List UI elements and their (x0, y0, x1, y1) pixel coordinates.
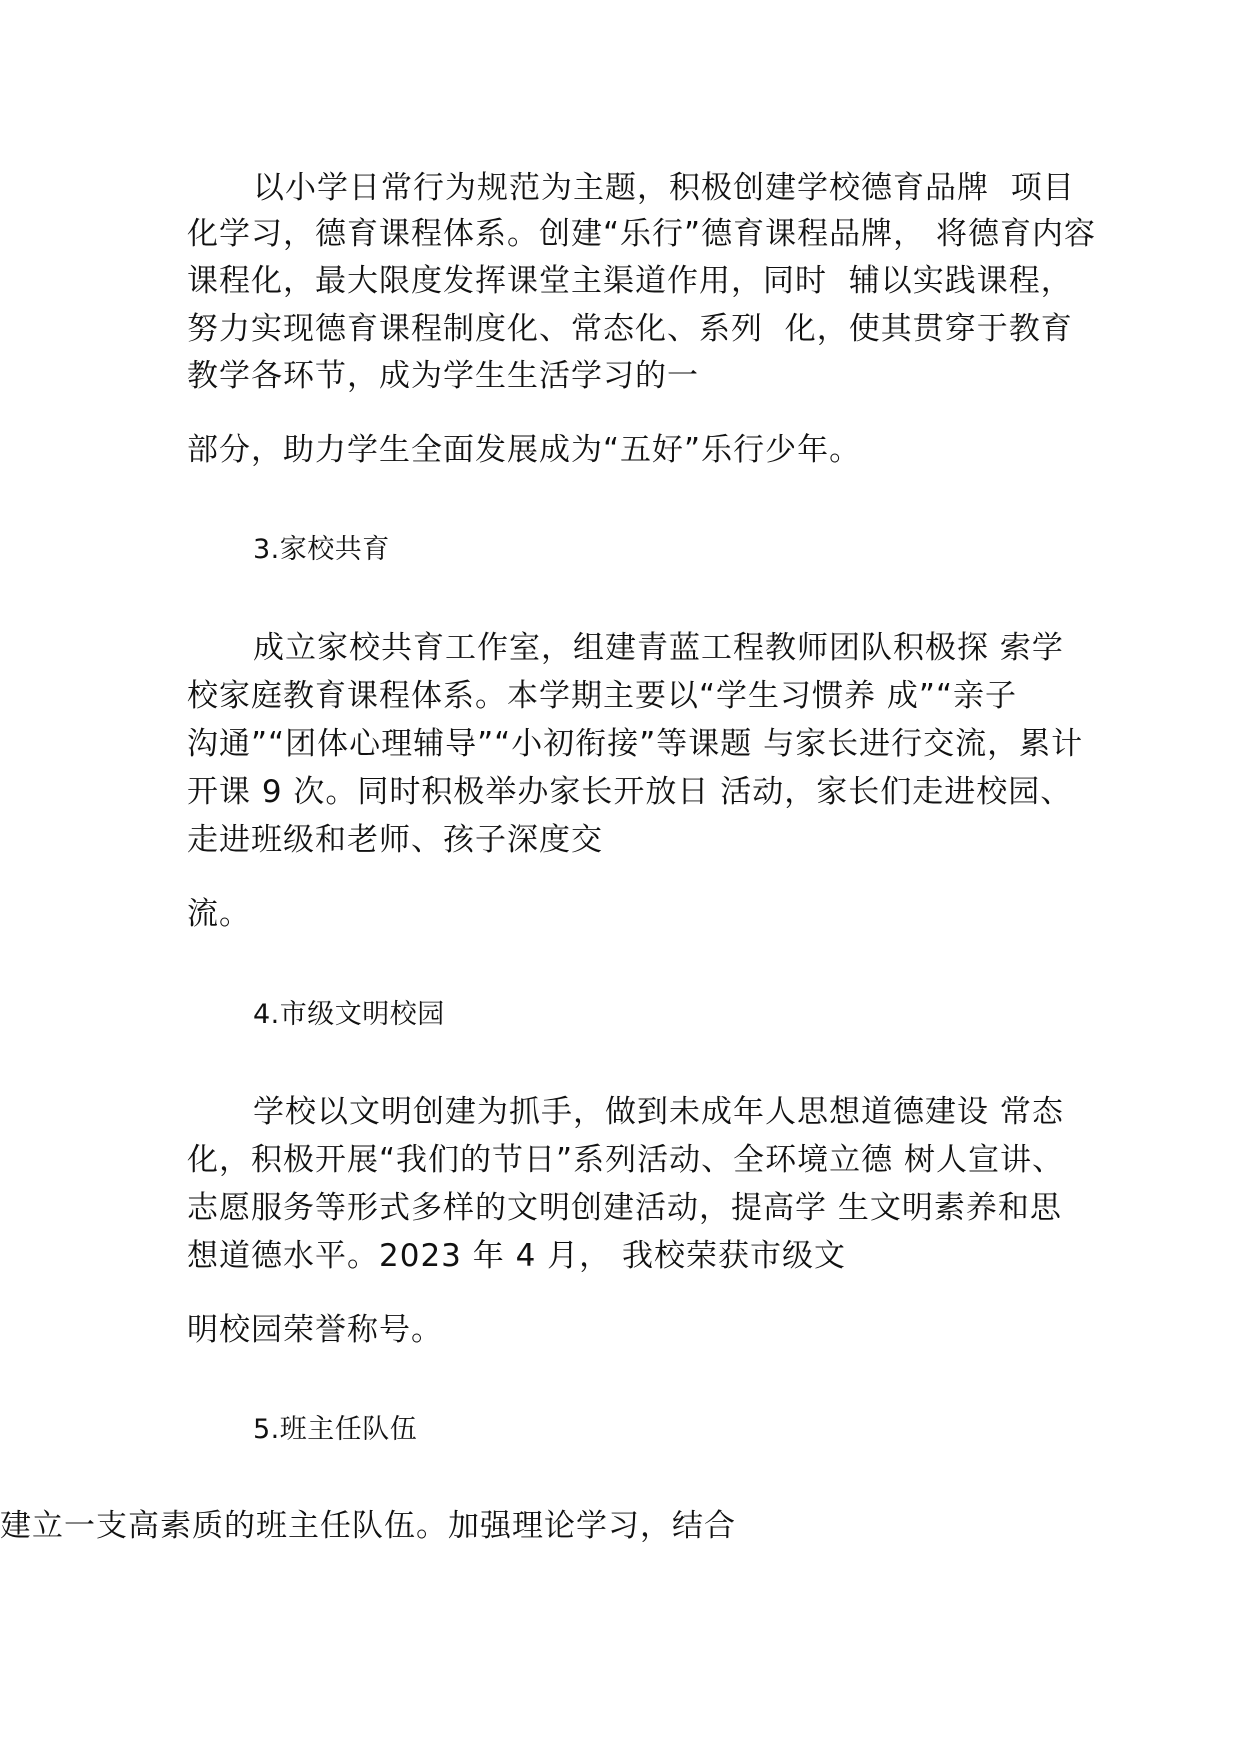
section-heading: 4.市级文明校园 (253, 999, 445, 1030)
section-heading: 3.家校共育 (253, 534, 390, 565)
paragraph-line: 校家庭教育课程体系。本学期主要以“学生习惯养 成”“亲子 (187, 678, 1018, 714)
paragraph-line: 学校以文明创建为抓手，做到未成年人思想道德建设 常态 (253, 1094, 1064, 1130)
paragraph-line: 部分，助力学生全面发展成为“五好”乐行少年。 (187, 432, 862, 468)
paragraph-line: 开课 9 次。同时积极举办家长开放日 活动，家长们走进校园、 (187, 774, 1073, 810)
paragraph-line: 明校园荣誉称号。 (187, 1312, 443, 1348)
section-heading: 5.班主任队伍 (253, 1414, 418, 1445)
paragraph-line: 课程化，最大限度发挥课堂主渠道作用，同时 辅以实践课程， (187, 263, 1073, 299)
paragraph-line: 努力实现德育课程制度化、常态化、系列 化，使其贯穿于教育 (187, 311, 1073, 347)
paragraph-line: 想道德水平。2023 年 4 月， 我校荣获市级文 (187, 1238, 847, 1274)
paragraph-line: 化学习，德育课程体系。创建“乐行”德育课程品牌， 将德育内容 (187, 216, 1096, 252)
paragraph-line: 建立一支高素质的班主任队伍。加强理论学习，结合 (0, 1508, 736, 1544)
paragraph-line: 志愿服务等形式多样的文明创建活动，提高学 生文明素养和思 (187, 1190, 1062, 1226)
paragraph-line: 沟通”“团体心理辅导”“小初衔接”等课题 与家长进行交流，累计 (187, 726, 1084, 762)
paragraph-line: 化，积极开展“我们的节日”系列活动、全环境立德 树人宣讲、 (187, 1142, 1064, 1178)
paragraph-line: 走进班级和老师、孩子深度交 (187, 822, 603, 858)
paragraph-line: 流。 (187, 896, 251, 932)
paragraph-line: 以小学日常行为规范为主题，积极创建学校德育品牌 项目 (253, 170, 1075, 206)
paragraph-line: 教学各环节，成为学生生活学习的一 (187, 358, 699, 394)
paragraph-line: 成立家校共育工作室，组建青蓝工程教师团队积极探 索学 (253, 630, 1064, 666)
